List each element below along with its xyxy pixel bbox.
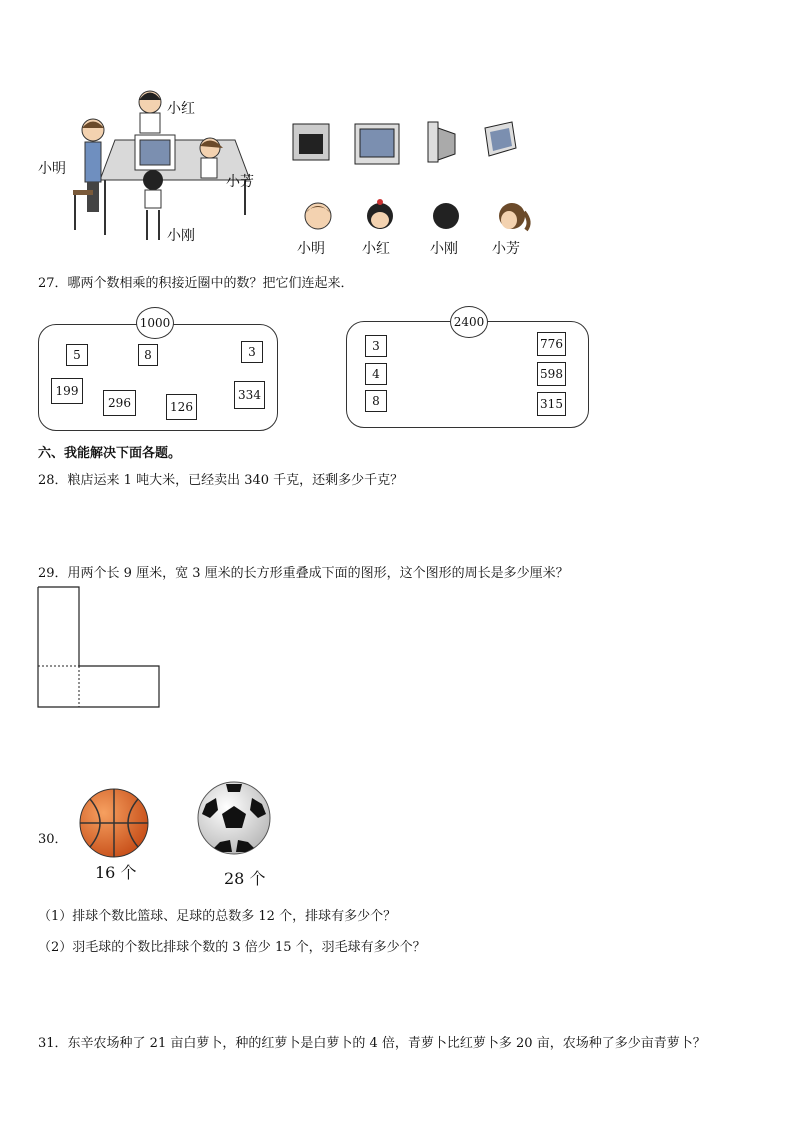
question-30-sub2: （2）羽毛球的个数比排球个数的 3 倍少 15 个，羽毛球有多少个？	[38, 940, 426, 955]
face-xiaohong	[367, 199, 393, 229]
section-6-heading: 六、我能解决下面各题。	[38, 446, 182, 461]
l-shape-figure	[36, 585, 164, 711]
face-label-2: 小红	[362, 241, 390, 257]
face-xiaogang	[433, 203, 459, 229]
target-circle-1000: 1000	[136, 307, 174, 339]
number-126: 126	[166, 394, 197, 420]
question-30-number: 30．	[38, 832, 68, 847]
football-icon	[196, 780, 272, 856]
number-8: 8	[138, 344, 158, 366]
face-xiaoming	[305, 203, 331, 229]
number-left-8: 8	[365, 390, 387, 412]
scene-label-xiaohong: 小红	[167, 101, 195, 117]
question-31: 31．东辛农场种了 21 亩白萝卜，种的红萝卜是白萝卜的 4 倍，青萝卜比红萝卜多 20 亩，农场种了多少亩青萝卜？	[38, 1036, 706, 1051]
face-label-4: 小芳	[492, 241, 520, 257]
scene-label-xiaofang: 小芳	[226, 174, 254, 190]
question-27: 27．哪两个数相乘的积接近圈中的数？把它们连起来．	[38, 276, 354, 291]
number-296: 296	[103, 390, 136, 416]
number-3: 3	[241, 341, 263, 363]
number-776: 776	[537, 332, 566, 356]
face-row	[300, 198, 540, 234]
question-29: 29．用两个长 9 厘米，宽 3 厘米的长方形重叠成下面的图形，这个图形的周长是多少厘米？	[38, 566, 569, 581]
number-left-4: 4	[365, 363, 387, 385]
number-left-3: 3	[365, 335, 387, 357]
monitor-angle-view	[485, 122, 516, 156]
number-5: 5	[66, 344, 88, 366]
monitor-front-view	[355, 124, 399, 164]
question-28: 28．粮店运来 1 吨大米，已经卖出 340 千克，还剩多少千克？	[38, 473, 404, 488]
monitor-views	[290, 118, 525, 166]
number-598: 598	[537, 362, 566, 386]
monitor-side-view	[428, 122, 455, 162]
scene-label-xiaoming: 小明	[38, 161, 66, 177]
scene-label-xiaogang: 小刚	[167, 228, 195, 244]
football-count: 28 个	[224, 869, 266, 888]
face-label-1: 小明	[297, 241, 325, 257]
number-334: 334	[234, 381, 265, 409]
face-xiaofang	[499, 203, 529, 230]
face-label-3: 小刚	[430, 241, 458, 257]
question-30-sub1: （1）排球个数比篮球、足球的总数多 12 个，排球有多少个？	[38, 909, 397, 924]
basketball-count: 16 个	[95, 863, 137, 882]
classroom-scene-illustration	[35, 80, 265, 245]
monitor-back-view	[293, 124, 329, 160]
number-315: 315	[537, 392, 566, 416]
target-circle-2400: 2400	[450, 306, 488, 338]
basketball-icon	[78, 787, 150, 859]
number-199: 199	[51, 378, 83, 404]
